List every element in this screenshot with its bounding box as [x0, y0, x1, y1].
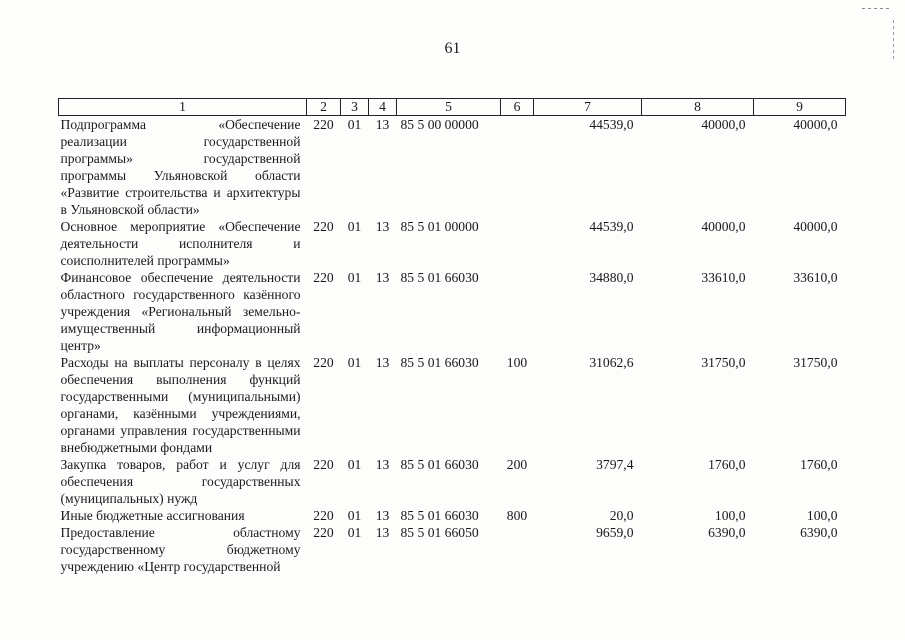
subsection-code: 13 [375, 525, 390, 540]
expense-type-code: 200 [506, 457, 528, 472]
header-cell: 7 [534, 99, 642, 116]
section-code: 01 [347, 457, 362, 472]
table-row [59, 269, 846, 354]
row-name: Закупка товаров, работ и услуг для обеспечения государственных (муниципальных) нужд [60, 457, 301, 506]
target-article-code: 85 5 01 66030 [400, 270, 479, 285]
table-row [59, 116, 846, 219]
expense-type-code: 800 [506, 508, 528, 523]
amount-year-1: 3797,4 [596, 457, 634, 472]
section-code: 01 [347, 525, 362, 540]
amount-year-3: 33610,0 [793, 270, 838, 285]
expense-type-code [501, 524, 534, 575]
section-code: 01 [347, 508, 362, 523]
expense-type-code [501, 269, 534, 354]
subsection-code: 13 [375, 457, 390, 472]
table-row [59, 218, 846, 269]
scan-artifact-line [862, 8, 892, 9]
target-article-code: 85 5 00 00000 [400, 117, 479, 132]
amount-year-2: 1760,0 [708, 457, 746, 472]
section-code: 01 [347, 355, 362, 370]
amount-year-3: 31750,0 [793, 355, 838, 370]
target-article-code: 85 5 01 66050 [400, 525, 479, 540]
amount-year-3: 6390,0 [800, 525, 838, 540]
row-name: Основное мероприятие «Обеспечение деятельности исполнителя и соисполнителей программы» [60, 219, 301, 268]
subsection-code: 13 [375, 270, 390, 285]
section-code: 01 [347, 270, 362, 285]
amount-year-3: 100,0 [806, 508, 838, 523]
header-cell: 4 [369, 99, 397, 116]
table-row [59, 524, 846, 575]
row-name: Подпрограмма «Обеспечение реализации государственной программы» государственной программы Ульяновской области «Развитие строительства и архитектуры в Ульяновской области» [60, 117, 301, 217]
expense-type-code [501, 116, 534, 219]
header-cell: 9 [754, 99, 846, 116]
subsection-code: 13 [375, 508, 390, 523]
grbs-code: 220 [313, 525, 334, 540]
header-row [59, 99, 846, 116]
amount-year-1: 44539,0 [589, 219, 634, 234]
amount-year-1: 9659,0 [596, 525, 634, 540]
grbs-code: 220 [313, 508, 334, 523]
grbs-code: 220 [313, 457, 334, 472]
grbs-code: 220 [313, 270, 334, 285]
grbs-code: 220 [313, 219, 334, 234]
subsection-code: 13 [375, 355, 390, 370]
amount-year-2: 6390,0 [708, 525, 746, 540]
row-name: Иные бюджетные ассигнования [60, 508, 245, 523]
amount-year-2: 100,0 [714, 508, 746, 523]
subsection-code: 13 [375, 219, 390, 234]
amount-year-2: 31750,0 [701, 355, 746, 370]
target-article-code: 85 5 01 66030 [400, 508, 479, 523]
subsection-code: 13 [375, 117, 390, 132]
amount-year-1: 31062,6 [589, 355, 634, 370]
amount-year-1: 20,0 [609, 508, 634, 523]
budget-table [58, 98, 846, 575]
amount-year-3: 40000,0 [793, 117, 838, 132]
table-row [59, 507, 846, 524]
section-code: 01 [347, 117, 362, 132]
table-row [59, 354, 846, 456]
grbs-code: 220 [313, 117, 334, 132]
header-cell: 1 [59, 99, 307, 116]
header-cell: 5 [397, 99, 501, 116]
expense-type-code [501, 218, 534, 269]
target-article-code: 85 5 01 00000 [400, 219, 479, 234]
target-article-code: 85 5 01 66030 [400, 355, 479, 370]
target-article-code: 85 5 01 66030 [400, 457, 479, 472]
header-cell: 3 [341, 99, 369, 116]
amount-year-3: 40000,0 [793, 219, 838, 234]
amount-year-2: 33610,0 [701, 270, 746, 285]
amount-year-2: 40000,0 [701, 117, 746, 132]
amount-year-2: 40000,0 [701, 219, 746, 234]
expense-type-code: 100 [506, 355, 528, 370]
row-name: Финансовое обеспечение деятельности областного государственного казённого учреждения «Региональный земельно-имущественный информационный центр» [60, 270, 301, 353]
header-cell: 6 [501, 99, 534, 116]
header-cell: 8 [642, 99, 754, 116]
row-name: Предоставление областному государственному бюджетному учреждению «Центр государственной [60, 525, 301, 574]
row-name: Расходы на выплаты персоналу в целях обеспечения выполнения функций государственными (муниципальными) органами, казёнными учреждениями, органами управления государственными внебюджетными фондами [60, 355, 301, 455]
page-number: 61 [444, 40, 461, 57]
amount-year-1: 44539,0 [589, 117, 634, 132]
table-row [59, 456, 846, 507]
amount-year-3: 1760,0 [800, 457, 838, 472]
section-code: 01 [347, 219, 362, 234]
header-cell: 2 [307, 99, 341, 116]
grbs-code: 220 [313, 355, 334, 370]
amount-year-1: 34880,0 [589, 270, 634, 285]
